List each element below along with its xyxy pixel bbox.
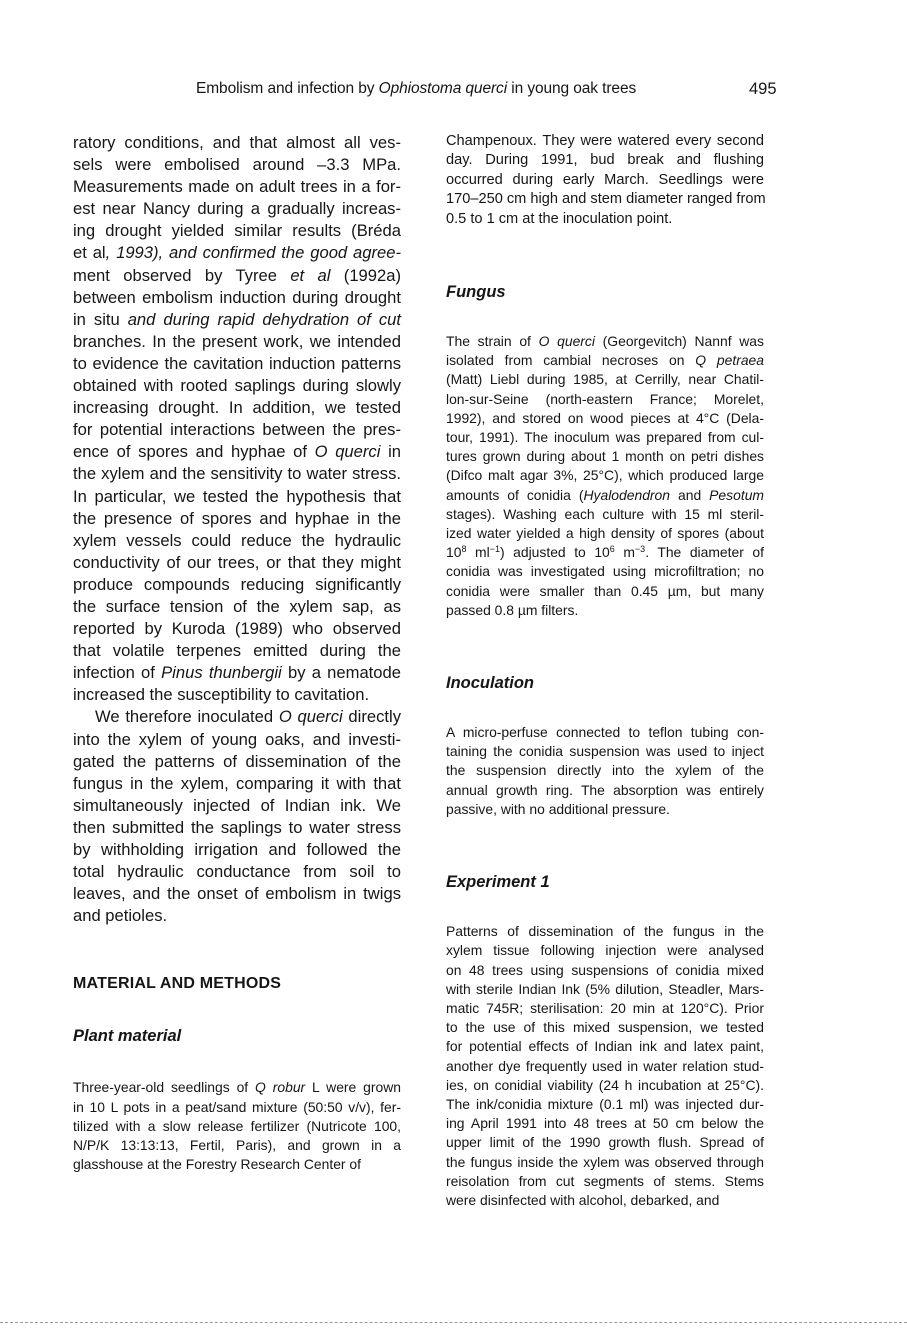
- text-line: on 48 trees using suspensions of conidia mixed: [446, 961, 764, 978]
- text-line: the suspension directly into the xylem of the: [446, 762, 764, 779]
- text-line: another dye frequently used in water relation stud-: [446, 1057, 764, 1074]
- text-line: Champenoux. They were watered every second: [446, 133, 764, 149]
- text-line: the presence of spores and hyphae in the: [73, 508, 401, 528]
- text-line: for potential interactions between the pres-: [73, 420, 401, 440]
- text-line: Measurements made on adult trees in a for-: [73, 177, 401, 197]
- subsection-plant-material: Plant material: [73, 1027, 182, 1046]
- left-column: [73, 132, 401, 1174]
- text-line: increased the susceptibility to cavitation.: [73, 685, 370, 705]
- text-segment: ence of spores and hyphae of: [73, 442, 315, 462]
- text-line: then submitted the saplings to water stress: [73, 817, 401, 837]
- italic-term: and during rapid dehydration of cut: [119, 309, 401, 329]
- text-line: day. During 1991, bud break and flushing: [446, 152, 764, 169]
- text-line: to the use of this mixed suspension, we tested: [446, 1019, 764, 1036]
- text-line: produce compounds reducing significantly: [73, 574, 401, 594]
- text-line: fungus in the xylem, comparing it with that: [73, 773, 401, 793]
- text-line: the xylem and the sensitivity to water stress.: [73, 464, 401, 484]
- text-line: [73, 309, 401, 331]
- text-line: est near Nancy during a gradually increas-: [73, 199, 401, 219]
- text-line: were disinfected with alcohol, debarked, and: [446, 1191, 720, 1208]
- text-segment: We therefore inoculated: [95, 707, 279, 727]
- text-line: N/P/K 13:13:13, Fertil, Paris), and grown in a: [73, 1136, 401, 1153]
- text-line: 1992), and stored on wood pieces at 4°C (Dela-: [446, 409, 764, 426]
- text-line: ing drought yielded similar results (Bréda: [73, 221, 401, 241]
- text-line: matic 745R; sterilisation: 20 min at 120°C). Prior: [446, 999, 764, 1016]
- inoculation-paragraph: [446, 723, 764, 819]
- text-line: The ink/conidia mixture (0.1 ml) was injected dur-: [446, 1095, 764, 1112]
- intro-paragraph-2: [73, 706, 401, 927]
- running-head-text: Embolism and infection by: [196, 80, 379, 97]
- text-line: ies, on conidial viability (24 h incubation at 25°C).: [446, 1076, 764, 1093]
- text-line: the fungus inside the xylem was observed through: [446, 1153, 764, 1170]
- text-line: ized water yielded a high density of spores (about: [446, 525, 764, 542]
- text-line: [446, 486, 764, 505]
- italic-term: O querci: [314, 442, 381, 462]
- right-column: [446, 132, 764, 1210]
- text-segment: ment observed by Tyree: [73, 265, 291, 285]
- fungus-paragraph: [446, 332, 764, 620]
- text-line: simultaneously injected of Indian ink. We: [73, 795, 401, 815]
- text-segment: amounts of conidia (: [446, 486, 584, 503]
- text-line: (Matt) Liebl during 1985, at Cerrilly, near Chatil-: [446, 371, 764, 388]
- text-line: [73, 242, 401, 264]
- text-line: increasing drought. In addition, we tested: [73, 398, 401, 418]
- text-line: passive, with no additional pressure.: [446, 800, 670, 817]
- text-line: that volatile terpenes emitted during the: [73, 641, 401, 661]
- text-line: [73, 265, 401, 287]
- italic-term: Q robur: [255, 1079, 306, 1096]
- text-line: by withholding irrigation and followed the: [73, 840, 401, 859]
- text-line: with sterile Indian Ink (5% dilution, Steadler, Mars-: [446, 980, 764, 997]
- italic-term: , 1993), and confirmed the good agree-: [105, 243, 401, 263]
- text-line: upper limit of the 1990 growth flush. Spread of: [446, 1134, 764, 1151]
- text-line: and petioles.: [73, 906, 168, 926]
- text-segment: Three-year-old seedlings of: [73, 1079, 256, 1096]
- text-segment: in situ: [73, 309, 120, 329]
- italic-term: O querci: [278, 707, 343, 727]
- text-line: tour, 1991). The inoculum was prepared from cul-: [446, 429, 764, 446]
- italic-term: Hyalodendron: [583, 486, 670, 503]
- text-segment: ) adjusted to 10: [499, 544, 610, 561]
- intro-paragraph-1: [73, 132, 401, 706]
- text-line: annual growth ring. The absorption was entirely: [446, 781, 764, 798]
- text-segment: directly: [342, 707, 401, 727]
- running-head-species: Ophiostoma querci: [378, 80, 508, 97]
- text-line: (Difco malt agar 3%, 25°C), which produced large: [446, 467, 764, 484]
- text-line: ing April 1991 into 48 trees at 50 cm below the: [446, 1115, 764, 1132]
- text-line: stages). Washing each culture with 15 ml steril-: [446, 505, 764, 522]
- text-line: occurred during early March. Seedlings were: [446, 171, 764, 188]
- text-line: conidia was investigated using microfiltration; no: [446, 563, 764, 580]
- text-line: conidia were smaller than 0.45 µm, but many: [446, 582, 764, 599]
- text-segment: et al: [73, 243, 106, 263]
- page-bottom-rule: [0, 1322, 907, 1323]
- text-line: leaves, and the onset of embolism in twigs: [73, 884, 401, 904]
- text-line: [73, 1078, 401, 1097]
- text-segment: and: [670, 486, 710, 503]
- text-line: glasshouse at the Forestry Research Center of: [73, 1156, 361, 1173]
- text-line: lon-sur-Seine (north-eastern France; Morelet,: [446, 390, 764, 407]
- running-head: [196, 80, 636, 98]
- italic-term: Q petraea: [695, 352, 765, 369]
- superscript: −3: [634, 544, 646, 555]
- text-line: total hydraulic conductance from soil to: [73, 862, 401, 882]
- text-line: in 10 L pots in a peat/sand mixture (50:50 v/v), fer-: [73, 1098, 401, 1115]
- subsection-experiment-1: Experiment 1: [446, 873, 550, 892]
- text-line: [446, 543, 764, 562]
- superscript: 6: [609, 544, 615, 555]
- text-segment: isolated from cambial necroses on: [446, 352, 696, 369]
- subsection-fungus: Fungus: [446, 283, 506, 302]
- text-segment: infection of: [73, 663, 162, 683]
- subsection-inoculation: Inoculation: [446, 674, 534, 693]
- text-line: [73, 662, 401, 684]
- plant-material-continued: [446, 132, 764, 229]
- text-segment: ml: [466, 544, 490, 561]
- italic-term: Pinus thunbergii: [161, 663, 282, 683]
- section-heading-methods: MATERIAL AND METHODS: [73, 975, 282, 993]
- text-line: into the xylem of young oaks, and investi-: [73, 729, 401, 749]
- text-segment: by a nematode: [281, 663, 401, 683]
- text-line: [73, 706, 401, 728]
- text-line: sels were embolised around –3.3 MPa.: [73, 155, 401, 175]
- italic-term: et al: [290, 265, 331, 285]
- text-line: to evidence the cavitation induction patterns: [73, 353, 401, 373]
- text-line: reported by Kuroda (1989) who observed: [73, 619, 401, 639]
- text-segment: 10: [446, 544, 462, 561]
- text-line: [446, 332, 764, 351]
- text-segment: The strain of: [446, 333, 539, 350]
- text-line: taining the conidia suspension was used to inject: [446, 743, 764, 760]
- text-line: 0.5 to 1 cm at the inoculation point.: [446, 210, 673, 227]
- text-line: for potential effects of Indian ink and latex paint,: [446, 1038, 764, 1055]
- text-segment: (1992a): [330, 265, 401, 285]
- text-line: xylem vessels could reduce the hydraulic: [73, 530, 401, 550]
- text-segment: in: [380, 442, 401, 462]
- experiment-1-paragraph: [446, 922, 764, 1210]
- text-line: between embolism induction during drought: [73, 287, 401, 307]
- text-line: reisolation from cut segments of stems. Stems: [446, 1172, 764, 1189]
- superscript: −1: [489, 544, 500, 555]
- plant-material-paragraph: [73, 1078, 401, 1174]
- text-line: conductivity of our trees, or that they might: [73, 552, 401, 572]
- text-segment: . The diameter of: [645, 544, 764, 561]
- text-line: A micro-perfuse connected to teflon tubing con-: [446, 724, 764, 741]
- italic-term: O querci: [538, 333, 595, 350]
- text-line: 170–250 cm high and stem diameter ranged from: [446, 191, 766, 208]
- text-line: branches. In the present work, we intended: [73, 331, 401, 351]
- text-line: tures grown during about 1 month on petri dishes: [446, 448, 764, 465]
- running-head-text-end: in young oak trees: [507, 80, 637, 97]
- superscript: 8: [461, 544, 467, 555]
- text-line: the surface tension of the xylem sap, as: [73, 596, 401, 616]
- text-line: ratory conditions, and that almost all ves-: [73, 133, 401, 152]
- text-line: tilized with a slow release fertilizer (Nutricote 100,: [73, 1117, 401, 1134]
- text-line: passed 0.8 µm filters.: [446, 601, 579, 618]
- text-segment: (Georgevitch) Nannf was: [594, 333, 764, 350]
- text-line: obtained with rooted saplings during slowly: [73, 376, 401, 396]
- text-line: [446, 351, 764, 370]
- text-line: Patterns of dissemination of the fungus in the: [446, 923, 764, 940]
- text-line: xylem tissue following injection were analysed: [446, 942, 764, 959]
- text-line: In particular, we tested the hypothesis that: [73, 486, 401, 506]
- text-line: gated the patterns of dissemination of the: [73, 751, 401, 771]
- page-number: 495: [749, 80, 777, 98]
- text-segment: L were grown: [305, 1079, 401, 1096]
- text-segment: m: [614, 544, 635, 561]
- text-line: [73, 441, 401, 463]
- italic-term: Pesotum: [709, 486, 764, 503]
